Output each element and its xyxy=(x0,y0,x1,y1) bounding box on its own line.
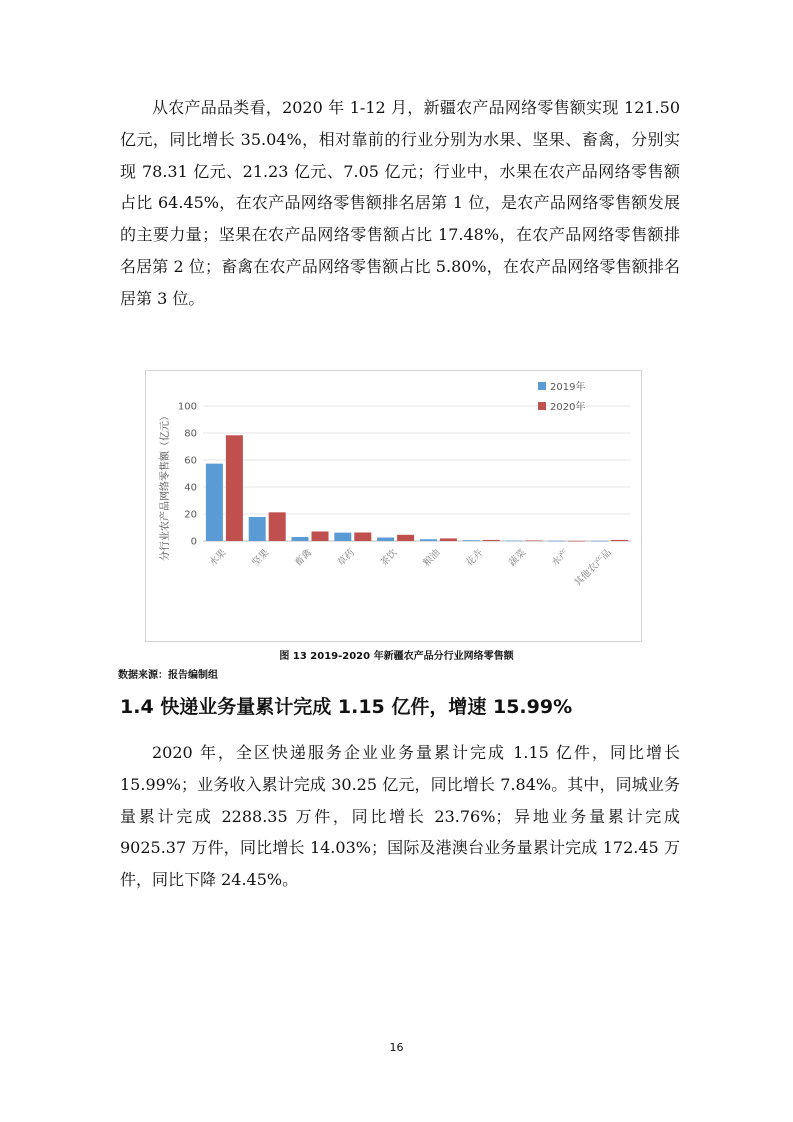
bar-2020-3 xyxy=(354,532,371,541)
bar-2019-4 xyxy=(377,537,394,541)
y-tick-label: 80 xyxy=(184,428,197,440)
chart-figure xyxy=(145,370,642,642)
bar-chart xyxy=(146,371,641,641)
legend-swatch xyxy=(538,382,546,390)
bar-2020-1 xyxy=(269,512,286,541)
x-tick-label: 水产 xyxy=(549,547,571,569)
legend-label: 2020年 xyxy=(550,402,586,413)
bar-2019-0 xyxy=(206,464,223,541)
x-tick-label: 粮油 xyxy=(421,547,443,569)
bar-2020-9 xyxy=(611,540,628,541)
bar-2020-0 xyxy=(226,435,243,541)
page-number: 16 xyxy=(389,1041,404,1054)
bar-2019-1 xyxy=(249,517,266,541)
x-tick-label: 坚果 xyxy=(250,547,272,569)
x-tick-label: 水果 xyxy=(207,547,229,569)
x-tick-label: 蔬菜 xyxy=(506,547,529,569)
legend-label: 2019年 xyxy=(550,382,586,393)
bar-2020-7 xyxy=(526,540,543,541)
bar-2019-7 xyxy=(506,541,523,542)
bar-2020-6 xyxy=(483,540,500,541)
bar-2019-8 xyxy=(548,541,565,542)
paragraph-express-delivery: 2020 年，全区快递服务企业业务量累计完成 1.15 亿件，同比增长 15.99%；业务收入累计完成 30.25 亿元，同比增长 7.84%。其中，同城业务量累计完成 2288.35 万件，同比增长 23.76%；异地业务量累计完成 9025.37 万件，同比增长 14.03%；国际及港澳台业务量累计完成 172.45 万件，同比下降 24.45%。 xyxy=(120,743,680,890)
y-tick-label: 60 xyxy=(184,455,197,467)
y-tick-label: 40 xyxy=(184,482,197,494)
y-tick-label: 100 xyxy=(177,401,197,413)
bar-2019-3 xyxy=(334,533,351,541)
legend-swatch xyxy=(538,402,546,410)
paragraph-agri-products: 从农产品品类看，2020 年 1-12 月，新疆农产品网络零售额实现 121.50 亿元，同比增长 35.04%，相对靠前的行业分别为水果、坚果、畜禽，分别实现 78.31 亿元、21.23 亿元、7.05 亿元；行业中，水果在农产品网络零售额占比 64.45%，在农产品网络零售额排名居第 1 位，是农产品网络零售额发展的主要力量；坚果在农产品网络零售额占比 17.48%，在农产品网络零售额排名居第 2 位；畜禽在农产品网络零售额占比 5.80%，在农产品网络零售额排名居第 3 位。 xyxy=(120,98,680,308)
y-tick-label: 0 xyxy=(190,536,197,548)
bar-2019-9 xyxy=(591,541,608,542)
section-heading: 1.4 快递业务量累计完成 1.15 亿件，增速 15.99% xyxy=(120,696,573,718)
bar-2019-2 xyxy=(292,537,309,541)
data-source-note: 数据来源：报告编制组 xyxy=(118,670,218,681)
bar-2020-5 xyxy=(440,538,457,541)
x-tick-label: 草药 xyxy=(335,547,357,569)
bar-2020-2 xyxy=(312,531,329,541)
bar-2020-4 xyxy=(397,535,414,541)
x-tick-label: 其他农产品 xyxy=(572,547,614,589)
bar-2020-8 xyxy=(568,541,585,542)
figure-caption: 图 13 2019-2020 年新疆农产品分行业网络零售额 xyxy=(279,651,514,662)
x-tick-label: 畜禽 xyxy=(292,547,315,569)
y-tick-label: 20 xyxy=(184,509,197,521)
y-axis-title: 分行业农产品网络零售额（亿元） xyxy=(160,411,171,561)
x-tick-label: 花卉 xyxy=(464,547,486,569)
x-tick-label: 茶饮 xyxy=(378,547,400,569)
bar-2019-5 xyxy=(420,539,437,541)
bar-2019-6 xyxy=(463,540,480,541)
